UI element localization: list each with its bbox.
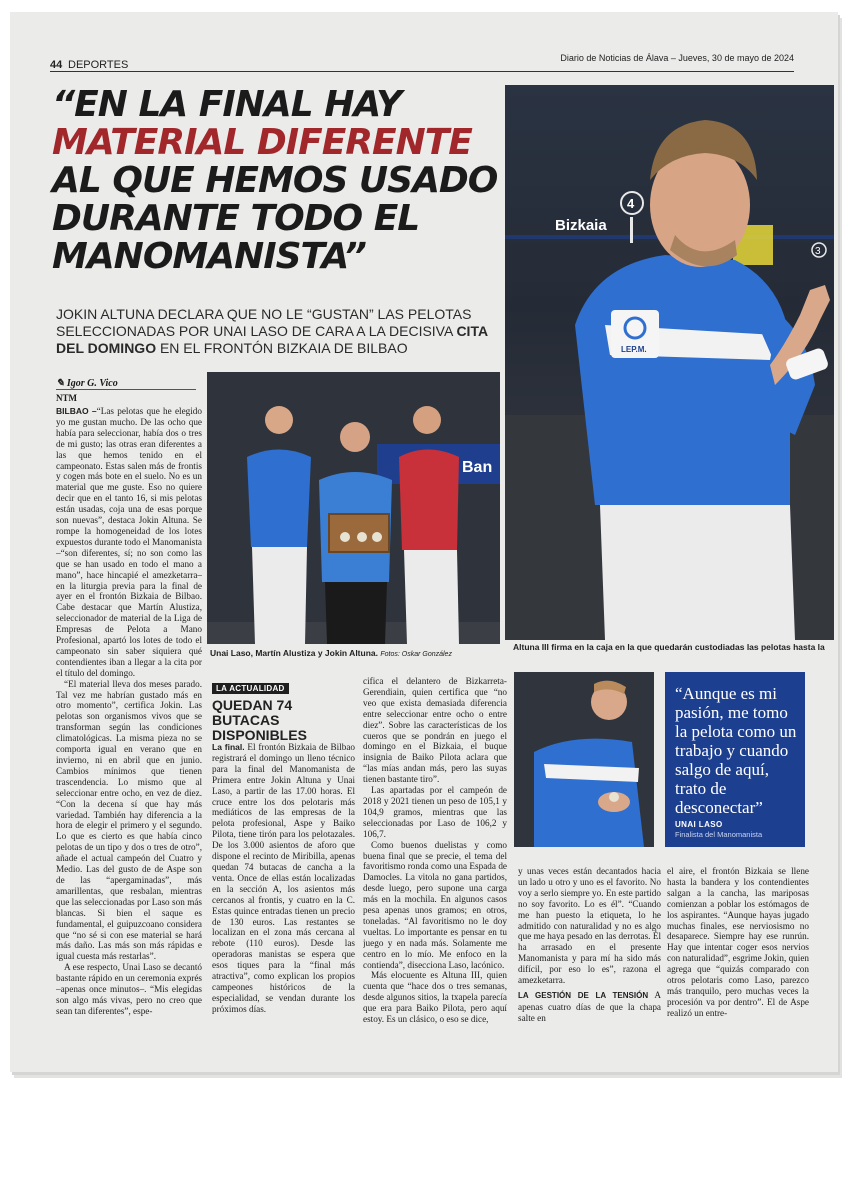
- headline-line-5: MANOMANISTA”: [52, 236, 366, 277]
- col5-paragraph-1: el aire, el frontón Bizkaia se llene hasta la bandera y los contendientes salgan a la cancha, las mariposas comienzan a poblar los estómagos de los aspirantes. “Aunque hayas jugado muchas finales, ese nerviosismo no desaparece. Siempre hay ese runrún. Hay que intentar coger esos nervios con naturalidad”, esgrime Jokin, quien agrega que “quizás comparado con otros pelotaris como Laso, parezco más tranquilo, pero muchas veces la procesión va por dentro”. El de Aspe realizó un entre-: [667, 866, 809, 1018]
- sidebar-lead: La final.: [212, 742, 245, 752]
- quote-role: Finalista del Manomanista: [675, 830, 763, 839]
- main-photo-illustration: [505, 85, 834, 640]
- quote-box: [665, 672, 805, 847]
- col1-paragraph-3: A ese respecto, Unai Laso se decantó bastante rápido en un ceremonia exprés –apenas once minutos–. “Mis elegidas son algo más vivas, pero no creo que sean tan diferentes”, espe-: [56, 962, 202, 1016]
- sidebar-tag: LA ACTUALIDAD: [212, 678, 289, 696]
- court-number-4: 4: [627, 196, 635, 211]
- group-photo-credit: Fotos: Oskar González: [380, 651, 452, 658]
- col3-paragraph-4: Más elocuente es Altuna III, quien cuenta que “hace dos o tres semanas, desde algunos sitios, la txapela parecía que era para Baiko Pilota, pero aquí estoy. Es un clásico, o eso se dice,: [363, 970, 507, 1025]
- headline-line-3: AL QUE HEMOS USADO: [52, 160, 498, 201]
- bank-sign: Ban: [462, 459, 493, 476]
- court-number-3: 3: [815, 246, 821, 257]
- bizkaia-sign: Bizkaia: [555, 217, 607, 234]
- page-number: 44: [50, 59, 63, 71]
- col3-paragraph-2: Las apartadas por el campeón de 2018 y 2021 tienen un peso de 105,1 y 104,9 gramos, mientras que las seleccionadas por Laso de 106,2 y 106,7.: [363, 785, 507, 839]
- lep-logo: LEP.M.: [621, 345, 647, 354]
- quote-text: “Aunque es mi pasión, me tomo la pelota como un trabajo y cuando salgo de aquí, trato de desconectar”: [675, 684, 797, 817]
- small-photo-illustration: [514, 672, 654, 847]
- subhead: [56, 306, 501, 357]
- sidebar-title: QUEDAN 74 BUTACAS DISPONIBLES: [212, 697, 307, 743]
- headline-line-2: MATERIAL DIFERENTE: [52, 122, 472, 163]
- col4-paragraph-2: LA GESTIÓN DE LA TENSIÓN A apenas cuatro días de que la chapa salte en: [518, 989, 661, 1023]
- group-photo-illustration: [207, 372, 500, 644]
- column-2: [212, 742, 355, 1032]
- sidebar-text: El frontón Bizkaia de Bilbao registrará el domingo un lleno técnico para la final del Manomanista de Primera entre Jokin Altuna y Unai Laso, a partir de las 17.00 horas. El cruce entre los dos pelotaris más mediáticos de las empresas de la pelota profesional, Aspe y Baiko Pilota, tiene tirón para los pelotazales. De los 3.000 asientos de aforo que dispone el recinto de Miribilla, apenas quedan 74 butacas de cancha a la venta. Once de ellas están localizadas en la sección A, los asientos más cercanos al frontis, y cuatro en la C. Estas quince entradas tienen un precio de 130 euros. Las restantes se localizan en el zona más cercana al rebote (110 euros). Desde las operadoras manistas se espera que esos tiques para la “final más atractiva”, como explican los propios campeones históricos de la especialidad, se vendan durante los próximos días.: [212, 742, 355, 1014]
- group-photo-caption: [210, 648, 500, 658]
- subhead-bold: CITA DEL DOMINGO: [56, 323, 488, 356]
- group-photo: [207, 372, 500, 644]
- section-name: DEPORTES: [68, 59, 129, 71]
- byline-rule: [56, 389, 196, 390]
- col4-paragraph-1: y unas veces están decantados hacia un lado u otro y uno es el favorito. No voy a serlo siempre yo. En este partido no soy favorito. Lo es él”. “Cuando me han puesto la etiqueta, lo he admitido con naturalidad y no es algo que me haya pesado en las derrotas. Él ha arrasado en el presente Manomanista y para mí ha sido más difícil, por eso lo es”, razona el amezketarra.: [518, 866, 661, 986]
- quote-name: UNAI LASO: [675, 820, 723, 829]
- header-rule: [50, 71, 794, 72]
- headline-line-1: “EN LA FINAL HAY: [52, 84, 402, 125]
- subhead-text: JOKIN ALTUNA DECLARA QUE NO LE “GUSTAN” LAS PELOTAS SELECCIONADAS POR UNAI LASO DE CARA A LA DECISIVA: [56, 306, 472, 339]
- col1-paragraph-1: BILBAO –“Las pelotas que he elegido yo me gustan mucho. De las ocho que había para seleccionar, había dos o tres de mi gusto; las otras eran diferentes a las que hemos tenido en el campeonato. Estas salen más de frontis y cogen más bote en el suelo. No es un material que me guste. Eso no quiere decir que en el tanto 16, si mis pelotas están usadas, coja una de esas porque son nuevas”, destaca Jokin Altuna. Se rompe la homogeneidad de los lotes expuestos durante todo el Manomanista –“son diferentes, sí; no son como las que se han usado en todo el mano a mano”, hace hincapié el amezketarra– en la liturgia previa para la final de ayer en el frontón Bizkaia de Bilbao. Cabe destacar que Martín Alustiza, seleccionador de material de la Liga de Empresas de Pelota a Mano Profesional, apartó los lotes de todo el campeonato sin saber siquiera qué contendientes iban a llegar a la cita por el título del domingo.: [56, 406, 202, 678]
- col3-paragraph-1: cifica el delantero de Bizkarreta-Gerendiain, quien certifica que “no veo que exista demasiada diferencia entre seleccionar entre ocho o entre diez”. Sobre las características de los cueros que se pondrán en juego el domingo en el Bizkaia, el buque insignia de Baiko Pilota aclara que “las mías andan más, pero las suyas tienen bastante tiro”.: [363, 676, 507, 785]
- newspaper-date: Diario de Noticias de Álava – Jueves, 30 de mayo de 2024: [560, 53, 794, 63]
- col3-paragraph-3: Como buenos duelistas y como buena final que se precie, el tema del favoritismo ronda como una Espada de Damocles. La vitola no gana partidos, desde luego, pero supone una carga más en la mochila. En algunos casos pesa apenas unos gramos; en otros, toneladas. “Al favoritismo no le doy vueltas. Lo importante es pensar en tu juego y en nada más. Solamente me centro en lo mío. Me enfoco en la contienda”, disecciona Laso, lacónico.: [363, 839, 507, 970]
- byline-agency: NTM: [56, 393, 77, 403]
- group-caption-text: Unai Laso, Martín Alustiza y Jokin Altuna.: [210, 648, 378, 658]
- main-photo: [505, 85, 834, 640]
- headline: [52, 86, 502, 276]
- column-1: [56, 406, 202, 1030]
- col1-paragraph-2: “El material lleva dos meses parado. Tal vez me habrían gustado más en otro momento”, certifica Jokin. Las pelotas son organismos vivos que se transforman según las condiciones climatológicas. La misma pieza no se comporta igual en verano que en invierno, ni en abril que en junio. Cambios mínimos que tienen trascendencia. Lo mismo que al seleccionar entre ocho, en vez de diez. “Con la decena sí que hay más variedad. También hay diferencia a la hora de elegir el primero y el segundo. Lo que es cierto es que había cinco pelotas de un tipo y dos o tres de otro”, añade el actual campeón del Cuatro y Medio. Las del gusto de de Aspe son de las “apergaminadas”, más amarillentas, que resbalan, mientras que las seleccionadas por Laso son más blancas. Si bien el saque es fundamental, el guipuzcoano considera que “no sé si con ese material se hará más daño. Las más son más rápidas e igual cuesta más restarlas”.: [56, 678, 202, 962]
- byline-author: ✎ Igor G. Vico: [56, 378, 118, 389]
- column-3: [363, 676, 507, 1032]
- column-5: [667, 866, 809, 1032]
- headline-line-4: DURANTE TODO EL: [52, 198, 420, 239]
- subhead-tail: EN EL FRONTÓN BIZKAIA DE BILBAO: [159, 340, 408, 356]
- small-photo: [514, 672, 654, 847]
- column-4: [518, 866, 661, 1032]
- main-photo-caption: Altuna III firma en la caja en la que quedarán custodiadas las pelotas hasta la: [513, 642, 825, 652]
